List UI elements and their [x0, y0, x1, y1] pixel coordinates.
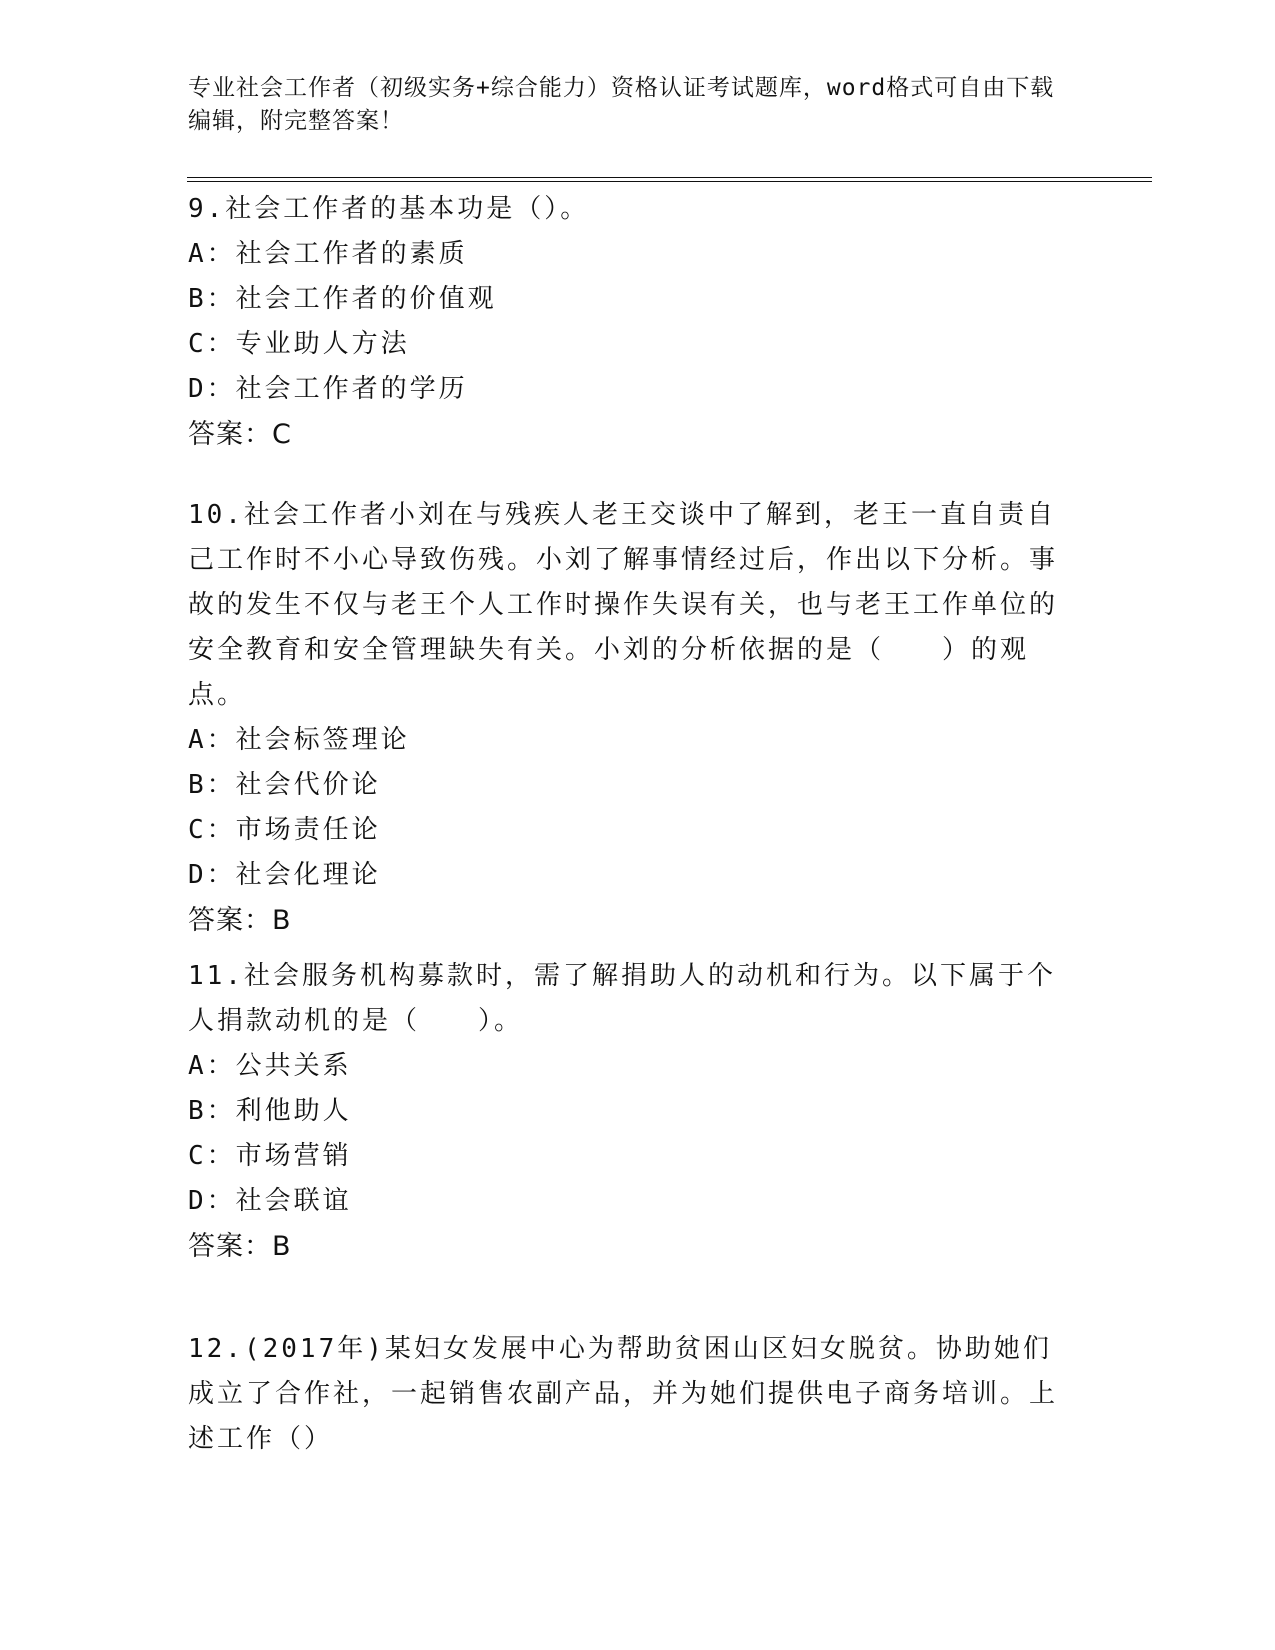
option-a: A：社会工作者的素质: [188, 239, 468, 269]
question-9: [188, 187, 1068, 457]
question-10: [188, 493, 1068, 943]
question-stem: 11.社会服务机构募款时，需了解捐助人的动机和行为。以下属于个人捐款动机的是（ ）。: [188, 961, 1056, 1036]
header-line-2: 编辑，附完整答案！: [188, 108, 404, 134]
question-11: [188, 954, 1068, 1269]
header-rule-bottom: [187, 181, 1152, 182]
option-b: B：社会代价论: [188, 770, 381, 800]
header-line-1: 专业社会工作者（初级实务+综合能力）资格认证考试题库，word格式可自由下载: [188, 75, 1055, 101]
answer-label: 答案：C: [188, 419, 292, 450]
option-a: A：社会标签理论: [188, 725, 410, 755]
question-stem: 10.社会工作者小刘在与残疾人老王交谈中了解到，老王一直自责自己工作时不小心导致伤残。小刘了解事情经过后，作出以下分析。事故的发生不仅与老王个人工作时操作失误有关，也与老王工作单位的安全教育和安全管理缺失有关。小刘的分析依据的是（ ）的观点。: [188, 500, 1059, 710]
option-c: C：专业助人方法: [188, 329, 410, 359]
option-d: D：社会化理论: [188, 860, 381, 890]
option-d: D：社会工作者的学历: [188, 374, 468, 404]
document-header: [188, 72, 1088, 138]
option-b: B：利他助人: [188, 1096, 352, 1126]
option-b: B：社会工作者的价值观: [188, 284, 497, 314]
option-d: D：社会联谊: [188, 1186, 352, 1216]
option-a: A：公共关系: [188, 1051, 352, 1081]
header-rule-top: [187, 177, 1152, 178]
answer-label: 答案：B: [188, 905, 292, 936]
option-c: C：市场营销: [188, 1141, 352, 1171]
option-c: C：市场责任论: [188, 815, 381, 845]
question-12: [188, 1327, 1068, 1462]
question-stem: 12.(2017年)某妇女发展中心为帮助贫困山区妇女脱贫。协助她们成立了合作社，一起销售农副产品，并为她们提供电子商务培训。上述工作（）: [188, 1334, 1059, 1454]
question-stem: 9.社会工作者的基本功是（）。: [188, 194, 590, 224]
answer-label: 答案：B: [188, 1231, 292, 1262]
